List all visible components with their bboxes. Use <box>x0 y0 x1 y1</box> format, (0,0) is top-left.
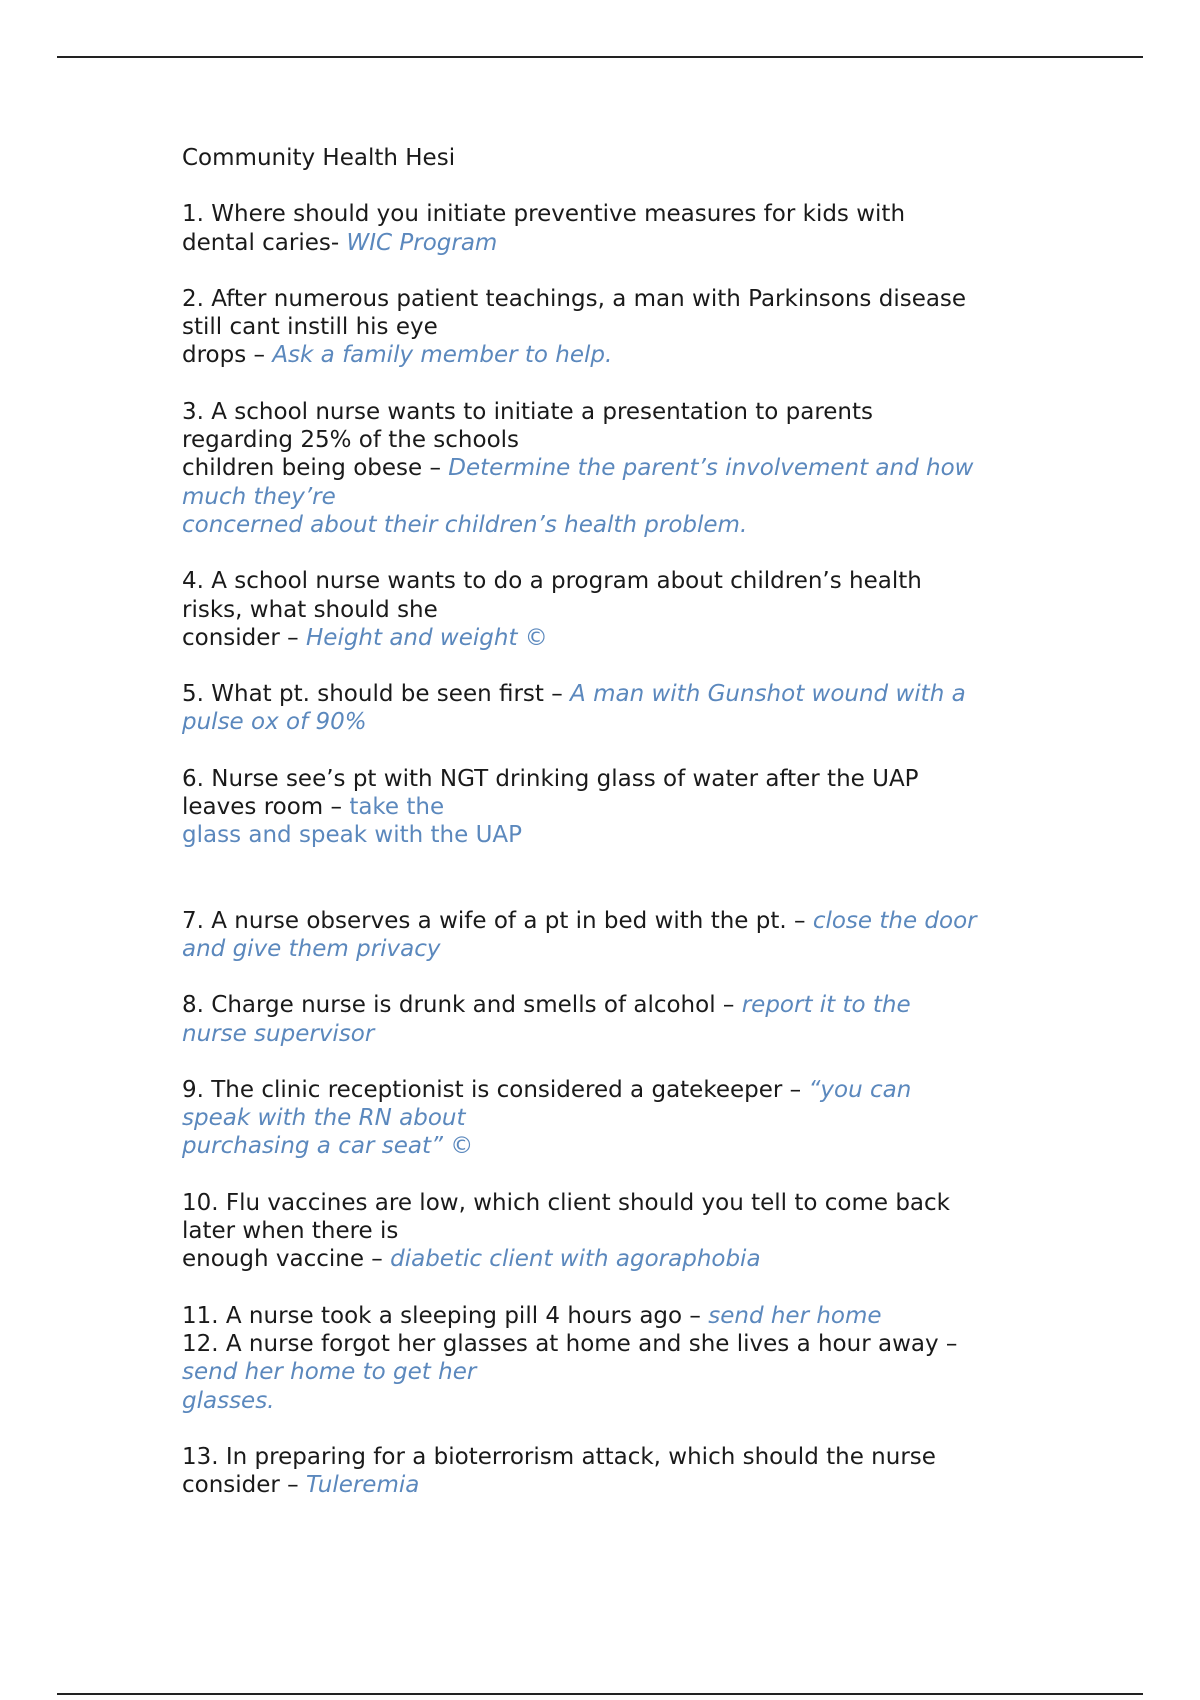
question-text: children being obese – <box>182 455 449 482</box>
qa-item-13 <box>182 1443 1042 1500</box>
question-text: 4. A school nurse wants to do a program about children’s health <box>182 568 922 595</box>
answer-text: close the door <box>812 907 977 934</box>
document-title: Community Health Hesi <box>182 145 456 171</box>
qa-item-7 <box>182 907 1042 964</box>
question-text: enough vaccine – <box>182 1246 391 1273</box>
question-text: consider – <box>182 624 306 651</box>
question-text: drops – <box>182 342 273 369</box>
question-text: 2. After numerous patient teachings, a man with Parkinsons disease <box>182 285 967 312</box>
answer-text: report it to the <box>741 992 911 1019</box>
answer-text: WIC Program <box>346 229 498 256</box>
answer-text: send her home to get her <box>182 1359 477 1386</box>
answer-text: Tuleremia <box>306 1472 420 1499</box>
answer-text: Height and weight © <box>306 624 548 651</box>
answer-text: nurse supervisor <box>182 1020 375 1047</box>
answer-text: much they’re <box>182 483 336 510</box>
answer-text: purchasing a car seat” © <box>182 1133 474 1160</box>
answer-text: and give them privacy <box>182 935 441 962</box>
question-text: regarding 25% of the schools <box>182 427 520 454</box>
answer-text: glasses. <box>182 1387 275 1414</box>
answer-text: A man with Gunshot wound with a <box>570 681 966 708</box>
answer-text: speak with the RN about <box>182 1105 466 1132</box>
question-text: 11. A nurse took a sleeping pill 4 hours ago – <box>182 1302 709 1329</box>
qa-item-4 <box>182 567 1042 652</box>
question-text: 12. A nurse forgot her glasses at home and she lives a hour away – <box>182 1330 958 1357</box>
question-text: dental caries- <box>182 229 347 256</box>
question-text: still cant instill his eye <box>182 314 438 341</box>
header-rule <box>57 56 1143 58</box>
qa-item-11 <box>182 1302 1042 1330</box>
question-text: 6. Nurse see’s pt with NGT drinking glass of water after the UAP <box>182 765 919 792</box>
qa-item-3 <box>182 398 1042 539</box>
question-text: 13. In preparing for a bioterrorism attack, which should the nurse <box>182 1443 936 1470</box>
answer-text: Ask a family member to help. <box>272 342 613 369</box>
question-text: 1. Where should you initiate preventive measures for kids with <box>182 201 906 228</box>
question-text: consider – <box>182 1472 306 1499</box>
question-text: 8. Charge nurse is drunk and smells of alcohol – <box>182 992 742 1019</box>
question-text: 9. The clinic receptionist is considered a gatekeeper – <box>182 1076 809 1103</box>
footer-rule <box>57 1693 1143 1695</box>
qa-item-10 <box>182 1189 1042 1274</box>
question-text: leaves room – <box>182 794 350 821</box>
question-text: later when there is <box>182 1218 399 1245</box>
question-text: 10. Flu vaccines are low, which client should you tell to come back <box>182 1189 950 1216</box>
qa-item-1 <box>182 200 1042 257</box>
qa-item-9 <box>182 1076 1042 1161</box>
answer-text: concerned about their children’s health problem. <box>182 511 748 538</box>
document-body <box>182 144 1042 1527</box>
qa-item-8 <box>182 991 1042 1048</box>
qa-item-2 <box>182 285 1042 370</box>
answer-text: pulse ox of 90% <box>182 709 367 736</box>
answer-text: “you can <box>808 1076 912 1103</box>
answer-text: take the <box>349 794 445 821</box>
answer-text: send her home <box>708 1302 882 1329</box>
answer-text: Determine the parent’s involvement and how <box>448 455 974 482</box>
question-text: 3. A school nurse wants to initiate a presentation to parents <box>182 398 874 425</box>
answer-text: glass and speak with the UAP <box>182 822 523 849</box>
question-text: risks, what should she <box>182 596 438 623</box>
question-text: 7. A nurse observes a wife of a pt in bed with the pt. – <box>182 907 813 934</box>
qa-item-12 <box>182 1330 1042 1415</box>
answer-text: diabetic client with agoraphobia <box>390 1246 761 1273</box>
question-text: 5. What pt. should be seen first – <box>182 681 571 708</box>
qa-item-5 <box>182 680 1042 737</box>
qa-item-6 <box>182 765 1042 850</box>
